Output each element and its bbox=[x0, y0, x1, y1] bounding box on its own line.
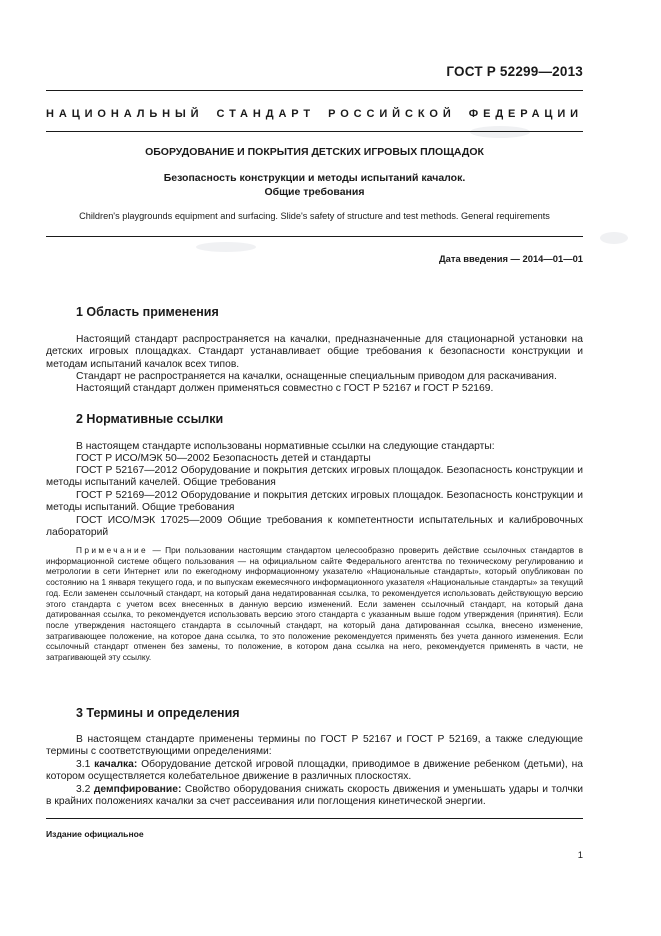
term-text: Свойство оборудования снижать скорость движения и уменьшать удары и толчки в крайних положениях качалки за счет рассеивания или поглощения кинетической энергии. bbox=[46, 784, 583, 808]
section-1-heading: 1 Область применения bbox=[76, 305, 219, 319]
banner-word: НАЦИОНАЛЬНЫЙ bbox=[46, 108, 204, 120]
term-text: Оборудование детской игровой площадки, приводимое в движение ребенком (детьми), на котором осуществляется колебательное движение в различных плоскостях. bbox=[46, 759, 583, 783]
term-definition bbox=[46, 759, 583, 784]
banner-word: РОССИЙСКОЙ bbox=[328, 108, 456, 120]
normative-reference: ГОСТ Р 52167—2012 Оборудование и покрытия детских игровых площадок. Безопасность конструкции и методы испытаний качелей. Общие требования bbox=[46, 465, 583, 489]
scan-artifact bbox=[196, 242, 256, 252]
normative-reference: ГОСТ Р ИСО/МЭК 50—2002 Безопасность детей и стандарты bbox=[76, 453, 371, 464]
section-1-paragraph: Настоящий стандарт распространяется на качалки, предназначенные для стационарной установки на детских игровых площадках. Стандарт устанавливает общие требования к безопасности конструкции и методам испытаний качалок всех типов. bbox=[46, 334, 583, 370]
banner-word: СТАНДАРТ bbox=[216, 108, 316, 120]
note-paragraph bbox=[46, 545, 583, 663]
normative-reference: ГОСТ ИСО/МЭК 17025—2009 Общие требования к компетентности испытательных и калибровочных лабораторий bbox=[46, 515, 583, 539]
document-number: ГОСТ Р 52299—2013 bbox=[446, 64, 583, 79]
banner-word: ФЕДЕРАЦИИ bbox=[468, 108, 583, 120]
page-number: 1 bbox=[577, 850, 583, 861]
subtitle bbox=[46, 172, 583, 199]
section-2-heading: 2 Нормативные ссылки bbox=[76, 412, 224, 426]
national-standard-banner bbox=[46, 108, 583, 120]
subtitle-line-1: Безопасность конструкции и методы испытаний качалок. bbox=[163, 172, 466, 184]
footer-divider bbox=[46, 818, 583, 819]
note-text: — При пользовании настоящим стандартом целесообразно проверить действие ссылочных стандартов в информационной системе общего пользования — на официальном сайте Федерального агентства по техническому регулированию и метрологии в сети Интернет или по ежегодному информационному указателю «Национальные стандарты», который опубликован по состоянию на 1 января текущего года, и по выпускам ежемесячного информационного указателя «Национальные стандарты» за текущий год. Если заменен ссылочный стандарт, на который дана недатированная ссылка, то рекомендуется использовать действующую версию этого стандарта с учетом всех внесенных в данную версию изменений. Если заменен ссылочный стандарт, на который дана датированная ссылка, то рекомендуется использовать версию этого стандарта с указанным выше годом утверждения (принятия). Если после утверждения настоящего стандарта в ссылочный стандарт, на который дана датированная ссылка, внесено изменение, затрагивающее положение, на которое дана ссылка, то это положение рекомендуется применять без учета данного изменения. Если ссылочный стандарт отменен без замены, то положение, в котором дана ссылка на него, рекомендуется применять в части, не затрагивающей эту ссылку. bbox=[46, 545, 583, 663]
term-definition bbox=[46, 784, 583, 809]
top-divider bbox=[46, 90, 583, 91]
section-3-intro: В настоящем стандарте применены термины по ГОСТ Р 52167 и ГОСТ Р 52169, а также следующие термины с соответствующими определениями: bbox=[46, 734, 583, 758]
section-2-intro: В настоящем стандарте использованы нормативные ссылки на следующие стандарты: bbox=[76, 441, 495, 452]
note-label: Примечание bbox=[76, 545, 149, 555]
section-1-paragraph: Стандарт не распространяется на качалки, оснащенные специальным приводом для раскачивания. bbox=[76, 371, 557, 382]
scan-artifact bbox=[470, 126, 530, 138]
introduction-date: Дата введения — 2014—01—01 bbox=[438, 253, 583, 264]
main-title: ОБОРУДОВАНИЕ И ПОКРЫТИЯ ДЕТСКИХ ИГРОВЫХ ПЛОЩАДОК bbox=[145, 146, 484, 158]
section-1-paragraph: Настоящий стандарт должен применяться совместно с ГОСТ Р 52167 и ГОСТ Р 52169. bbox=[76, 383, 494, 394]
section-3-heading: 3 Термины и определения bbox=[76, 706, 240, 720]
term-number: 3.1 bbox=[76, 759, 91, 770]
banner-divider bbox=[46, 131, 583, 132]
normative-reference: ГОСТ Р 52169—2012 Оборудование и покрытия детских игровых площадок. Безопасность конструкции и методы испытаний. Общие требования bbox=[46, 490, 583, 514]
official-edition-label: Издание официальное bbox=[46, 829, 144, 839]
scan-artifact bbox=[600, 232, 628, 244]
term-name: качалка: bbox=[94, 759, 138, 770]
subtitle-line-2: Общие требования bbox=[264, 185, 365, 198]
term-number: 3.2 bbox=[76, 784, 91, 795]
title-divider bbox=[46, 236, 583, 237]
term-name: демпфирование: bbox=[93, 784, 182, 795]
english-title: Children's playgrounds equipment and surfacing. Slide's safety of structure and test methods. General requirements bbox=[79, 211, 550, 221]
